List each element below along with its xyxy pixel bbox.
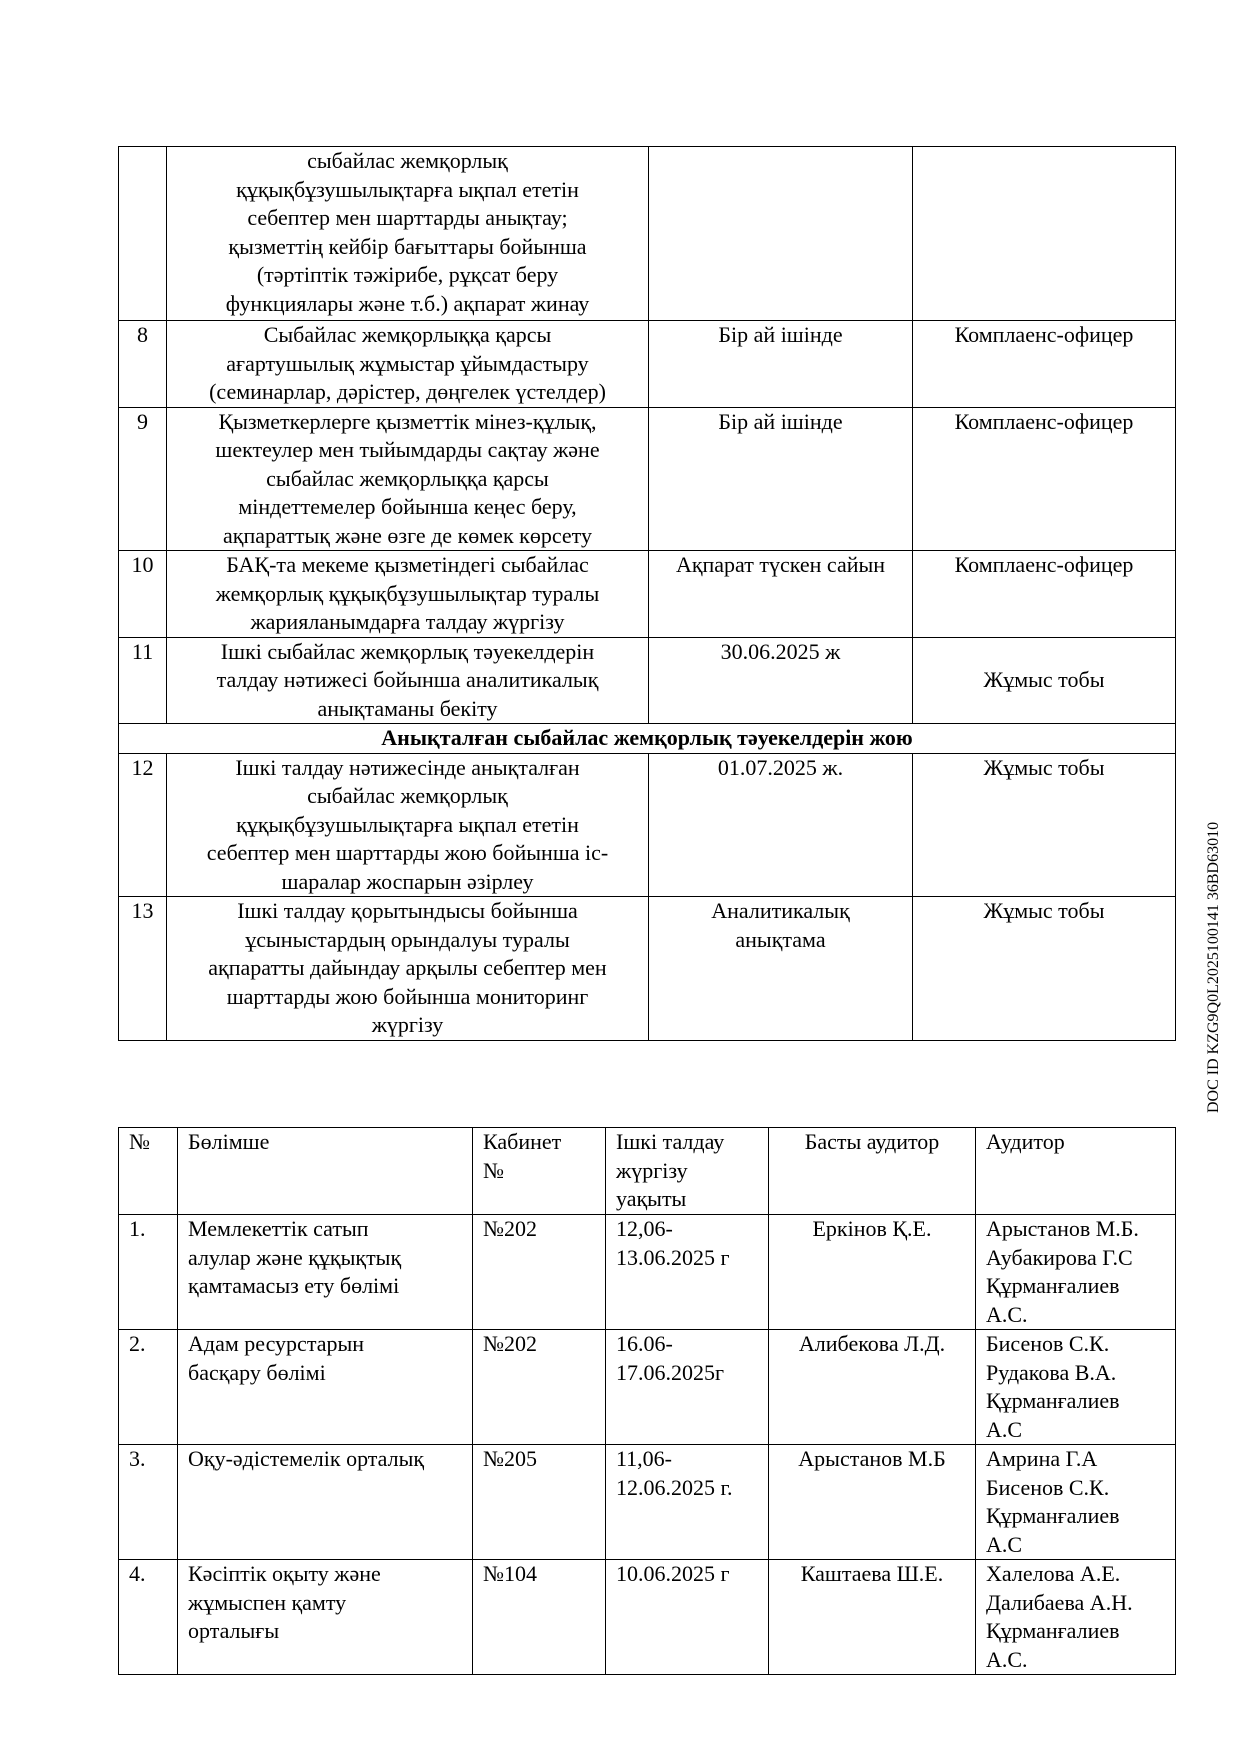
responsible-cell: Жұмыс тобы — [913, 637, 1176, 724]
department-cell: Кәсіптік оқыту және жұмыспен қамту орталығы — [178, 1560, 473, 1675]
action-cell: Ішкі талдау қорытындысы бойынша ұсыныстардың орындалуы туралы ақпаратты дайындау арқылы себептер мен шарттарды жою бойынша мониторинг жүргізу — [167, 897, 649, 1041]
action-plan-table — [118, 146, 1176, 1041]
period-cell: 16.06- 17.06.2025г — [606, 1330, 769, 1445]
audit-rows — [119, 1215, 1176, 1675]
table-row — [119, 1330, 1176, 1445]
deadline-cell: Ақпарат түскен сайын — [649, 551, 913, 638]
period-cell: 11,06- 12.06.2025 г. — [606, 1445, 769, 1560]
responsible-cell: Комплаенс-офицер — [913, 321, 1176, 408]
header-num: № — [119, 1128, 178, 1215]
lead-auditor-cell: Арыстанов М.Б — [769, 1445, 976, 1560]
cabinet-cell: №202 — [473, 1330, 606, 1445]
action-cell: Қызметкерлерге қызметтік мінез-құлық, шектеулер мен тыйымдарды сақтау және сыбайлас жемқорлыққа қарсы міндеттемелер бойынша кеңес беру, ақпараттық және өзге де көмек көрсету — [167, 407, 649, 551]
lead-auditor-cell: Алибекова Л.Д. — [769, 1330, 976, 1445]
audit-schedule-table — [118, 1127, 1176, 1675]
deadline-cell: 30.06.2025 ж — [649, 637, 913, 724]
cabinet-cell: №202 — [473, 1215, 606, 1330]
table-row — [119, 897, 1176, 1041]
header-cabinet: Кабинет № — [473, 1128, 606, 1215]
header-department: Бөлімше — [178, 1128, 473, 1215]
doc-id: DOC ID KZG9Q0L2025100141 36BD63010 — [1205, 821, 1222, 1113]
lead-auditor-cell: Каштаева Ш.Е. — [769, 1560, 976, 1675]
deadline-cell — [649, 147, 913, 321]
plan-rows-b — [119, 753, 1176, 1040]
responsible-cell: Комплаенс-офицер — [913, 551, 1176, 638]
row-number: 9 — [119, 407, 167, 551]
table-row — [119, 1215, 1176, 1330]
auditor-cell: Бисенов С.К. Рудакова В.А. Құрманғалиев А.С — [976, 1330, 1176, 1445]
deadline-cell: Бір ай ішінде — [649, 407, 913, 551]
deadline-cell: 01.07.2025 ж. — [649, 753, 913, 897]
table-row — [119, 321, 1176, 408]
period-cell: 10.06.2025 г — [606, 1560, 769, 1675]
action-cell: Ішкі талдау нәтижесінде анықталған сыбайлас жемқорлық құқықбұзушылықтарға ықпал ететін себептер мен шарттарды жою бойынша іс- шаралар жоспарын әзірлеу — [167, 753, 649, 897]
row-number: 3. — [119, 1445, 178, 1560]
responsible-cell: Жұмыс тобы — [913, 897, 1176, 1041]
row-number: 13 — [119, 897, 167, 1041]
auditor-cell: Амрина Г.А Бисенов С.К. Құрманғалиев А.С — [976, 1445, 1176, 1560]
cabinet-cell: №205 — [473, 1445, 606, 1560]
header-auditor: Аудитор — [976, 1128, 1176, 1215]
table-row — [119, 407, 1176, 551]
row-number: 11 — [119, 637, 167, 724]
row-number: 2. — [119, 1330, 178, 1445]
department-cell: Оқу-әдістемелік орталық — [178, 1445, 473, 1560]
action-cell: сыбайлас жемқорлық құқықбұзушылықтарға ықпал ететін себептер мен шарттарды анықтау; қызметтің кейбір бағыттары бойынша (тәртіптік тәжірибе, рұқсат беру функциялары және т.б.) ақпарат жинау — [167, 147, 649, 321]
lead-auditor-cell: Еркінов Қ.Е. — [769, 1215, 976, 1330]
row-number — [119, 147, 167, 321]
row-number: 1. — [119, 1215, 178, 1330]
table-row — [119, 1445, 1176, 1560]
period-cell: 12,06- 13.06.2025 г — [606, 1215, 769, 1330]
department-cell: Адам ресурстарын басқару бөлімі — [178, 1330, 473, 1445]
auditor-cell: Арыстанов М.Б. Аубакирова Г.С Құрманғалиев А.С. — [976, 1215, 1176, 1330]
department-cell: Мемлекеттік сатып алулар және құқықтық қамтамасыз ету бөлімі — [178, 1215, 473, 1330]
action-cell: Сыбайлас жемқорлыққа қарсы ағартушылық жұмыстар ұйымдастыру (семинарлар, дәрістер, дөңгелек үстелдер) — [167, 321, 649, 408]
responsible-cell: Жұмыс тобы — [913, 753, 1176, 897]
row-number: 12 — [119, 753, 167, 897]
row-number: 8 — [119, 321, 167, 408]
table-row — [119, 637, 1176, 724]
deadline-cell: Бір ай ішінде — [649, 321, 913, 408]
table-row — [119, 551, 1176, 638]
section-title: Анықталған сыбайлас жемқорлық тәуекелдерін жою — [119, 724, 1176, 754]
action-cell: Ішкі сыбайлас жемқорлық тәуекелдерін талдау нәтижесі бойынша аналитикалық анықтаманы бекіту — [167, 637, 649, 724]
responsible-cell — [913, 147, 1176, 321]
deadline-cell: Аналитикалық анықтама — [649, 897, 913, 1041]
row-number: 10 — [119, 551, 167, 638]
cabinet-cell: №104 — [473, 1560, 606, 1675]
header-period: Ішкі талдау жүргізу уақыты — [606, 1128, 769, 1215]
responsible-cell: Комплаенс-офицер — [913, 407, 1176, 551]
table-row — [119, 753, 1176, 897]
table-row — [119, 1560, 1176, 1675]
header-lead-auditor: Басты аудитор — [769, 1128, 976, 1215]
table-row — [119, 147, 1176, 321]
row-number: 4. — [119, 1560, 178, 1675]
section-header-row — [119, 724, 1176, 754]
header-row — [119, 1128, 1176, 1215]
plan-rows-a — [119, 321, 1176, 724]
auditor-cell: Халелова А.Е. Далибаева А.Н. Құрманғалиев А.С. — [976, 1560, 1176, 1675]
action-cell: БАҚ-та мекеме қызметіндегі сыбайлас жемқорлық құқықбұзушылықтар туралы жарияланымдарға талдау жүргізу — [167, 551, 649, 638]
